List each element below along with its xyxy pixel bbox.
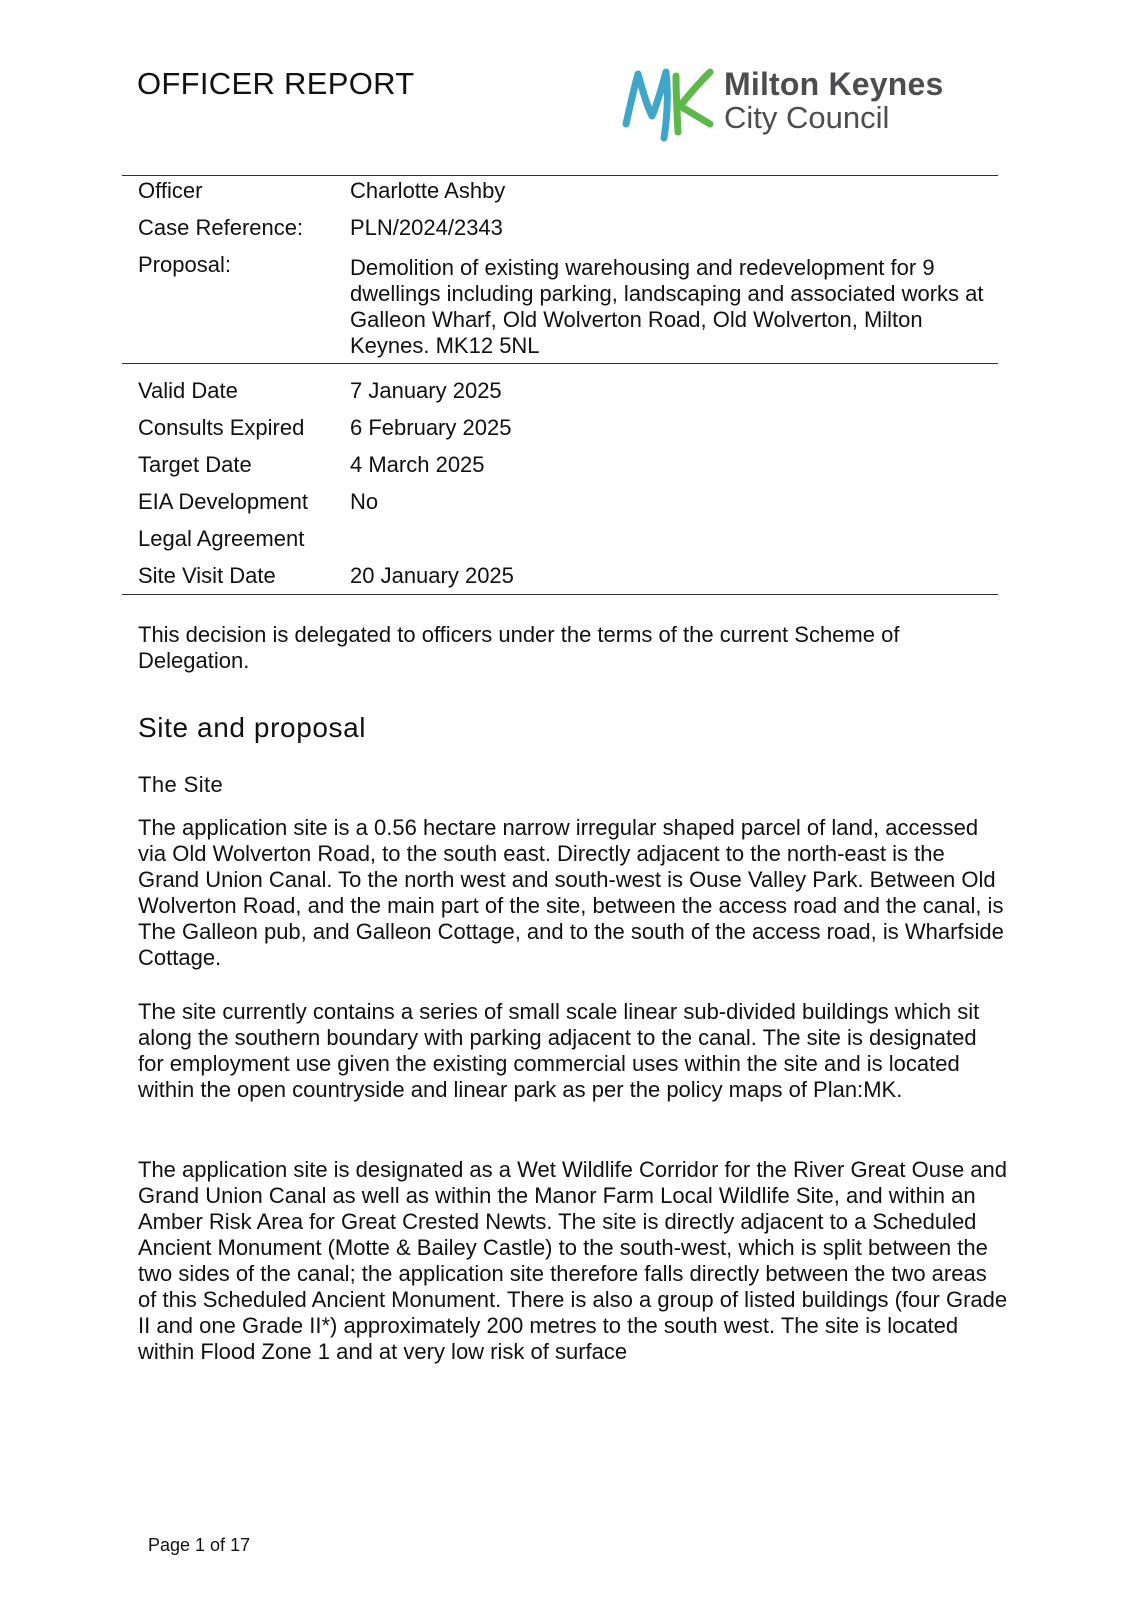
logo-text-line2: City Council — [724, 100, 890, 135]
officer-label: Officer — [138, 178, 203, 203]
paragraph-1: The application site is a 0.56 hectare narrow irregular shaped parcel of land, accessed via Old Wolverton Road, to the south east. Directly adjacent to the north-east is the Grand Union Canal. To the north west and south-west is Ouse Valley Park. Between Old Wolverton Road, and the main part of the site, between the access road and the canal, is The Galleon pub, and Galleon Cottage, and to the south of the access road, is Wharfside Cottage. — [138, 815, 1004, 970]
site-visit-date-label: Site Visit Date — [138, 563, 276, 588]
paragraph-2: The site currently contains a series of small scale linear sub-divided buildings which sit along the southern boundary with parking adjacent to the canal. The site is designated for employment use given the existing commercial uses within the site and is located within the open countryside and linear park as per the policy maps of Plan:MK. — [138, 999, 980, 1102]
section-heading: Site and proposal — [138, 712, 367, 743]
page-number: Page 1 of 17 — [148, 1535, 251, 1555]
case-reference-label: Case Reference: — [138, 215, 304, 240]
proposal-label: Proposal: — [138, 252, 231, 277]
target-date-label: Target Date — [138, 452, 252, 477]
site-visit-date-value: 20 January 2025 — [350, 563, 514, 588]
divider-top — [122, 175, 998, 176]
eia-development-label: EIA Development — [138, 489, 308, 514]
target-date-value: 4 March 2025 — [350, 452, 485, 477]
legal-agreement-label: Legal Agreement — [138, 526, 305, 551]
proposal-value: Demolition of existing warehousing and redevelopment for 9 dwellings including parking, landscaping and associated works at Galleon Wharf, Old Wolverton Road, Old Wolverton, Milton Keynes. MK12 5NL — [350, 255, 984, 358]
officer-value: Charlotte Ashby — [350, 178, 506, 203]
consults-expired-label: Consults Expired — [138, 415, 305, 440]
divider-bottom — [122, 594, 998, 595]
eia-development-value: No — [350, 489, 379, 514]
mk-logo-mark-icon — [620, 66, 720, 142]
valid-date-label: Valid Date — [138, 378, 238, 403]
logo-text-line1: Milton Keynes — [724, 66, 944, 102]
subheading: The Site — [138, 772, 224, 797]
council-logo — [620, 66, 1000, 142]
divider-middle — [122, 363, 998, 364]
report-title: OFFICER REPORT — [137, 66, 415, 101]
paragraph-3: The application site is designated as a Wet Wildlife Corridor for the River Great Ouse and Grand Union Canal as well as within the Manor Farm Local Wildlife Site, and within an Amber Risk Area for Great Crested Newts. The site is directly adjacent to a Scheduled Ancient Monument (Motte & Bailey Castle) to the south-west, which is split between the two sides of the canal; the application site therefore falls directly between the two areas of this Scheduled Ancient Monument. There is also a group of listed buildings (four Grade II and one Grade II*) approximately 200 metres to the south west. The site is located within Flood Zone 1 and at very low risk of surface — [138, 1157, 1008, 1364]
delegation-statement: This decision is delegated to officers under the terms of the current Scheme of Delegation. — [138, 622, 900, 673]
valid-date-value: 7 January 2025 — [350, 378, 502, 403]
case-reference-value: PLN/2024/2343 — [350, 215, 503, 240]
consults-expired-value: 6 February 2025 — [350, 415, 512, 440]
